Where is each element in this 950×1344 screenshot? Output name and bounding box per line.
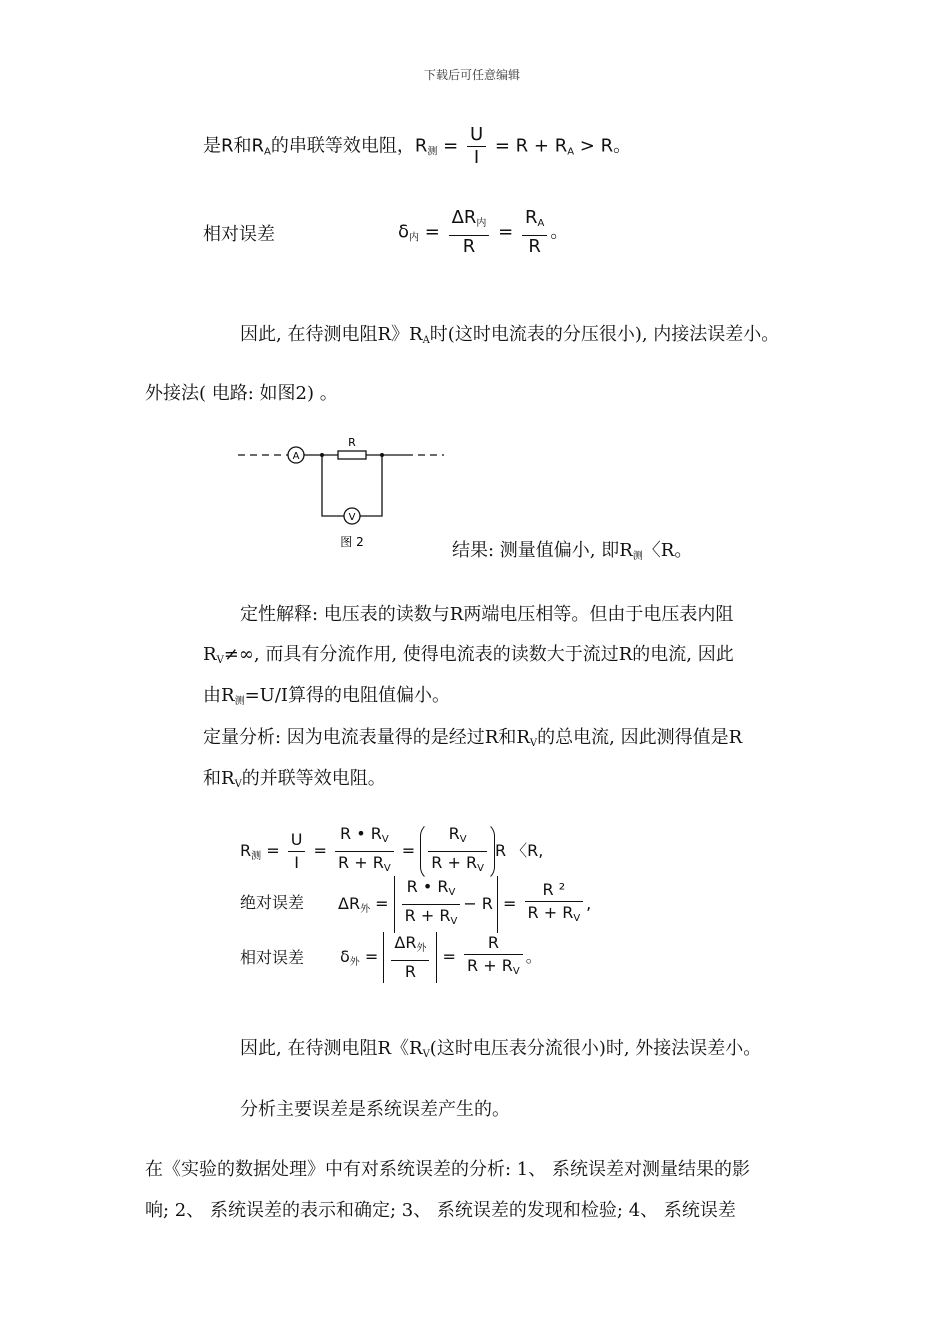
circuit-diagram (236, 430, 448, 558)
paragraph-text: 因此, 在待测电阻R《R (240, 1038, 423, 1059)
resistor-label: R (348, 436, 356, 449)
equals-sign: = (364, 947, 379, 966)
numerator (402, 876, 461, 905)
wire-branch-left (322, 455, 344, 516)
formula-relative-error-inner (398, 207, 568, 258)
subscript: 测 (234, 696, 245, 707)
formula-text: > R。 (579, 135, 632, 157)
parenthesis-group (420, 822, 495, 881)
formula-series-resistance (203, 124, 631, 169)
numerator (449, 207, 490, 236)
quantitative-line-2 (203, 764, 386, 790)
numerator (428, 823, 487, 852)
formula-text: R + R (527, 903, 574, 922)
subscript: V (381, 834, 389, 845)
formula-text: R 〈R, (494, 841, 544, 860)
formula-text: 是R和R (203, 135, 265, 157)
subscript: 测 (632, 551, 643, 562)
formula-text: δ (398, 221, 410, 243)
figure-caption: 图 2 (340, 535, 364, 549)
formula-absolute-error (338, 876, 591, 933)
equals-sign: = (266, 841, 280, 860)
qualitative-line-2 (203, 640, 734, 666)
paragraph-text: R (203, 644, 217, 665)
formula-text: ΔR (451, 207, 477, 228)
formula-text: − R (463, 894, 493, 913)
formula-text: R (524, 207, 538, 228)
absolute-error-label: 绝对误差 (240, 893, 305, 912)
subscript: A (422, 335, 430, 346)
relative-error-label-2: 相对误差 (240, 948, 305, 967)
paragraph-conclusion-outer (240, 1034, 761, 1060)
subscript: V (512, 966, 520, 977)
absolute-value-group (383, 932, 437, 983)
formula-text: , (586, 894, 592, 913)
denominator: I (294, 853, 299, 872)
fraction (428, 823, 487, 880)
denominator: R (528, 236, 541, 257)
fraction (525, 879, 584, 930)
denominator: I (473, 147, 480, 168)
subscript: A (567, 146, 575, 158)
fraction (391, 932, 429, 983)
formula-parallel-resistance (240, 822, 543, 881)
subscript: V (529, 738, 538, 749)
paragraph-external-method: 外接法( 电路: 如图2) 。 (145, 383, 338, 404)
denominator (402, 905, 461, 933)
subscript: V (216, 655, 224, 666)
fraction (464, 932, 523, 983)
fraction (402, 876, 461, 933)
formula-text: R (240, 841, 252, 860)
formula-text: δ (340, 947, 350, 966)
numerator (391, 932, 429, 961)
subscript: V (573, 913, 581, 924)
fraction (288, 829, 306, 874)
resistor-icon (338, 451, 366, 459)
numerator: R ² (525, 879, 584, 902)
subscript: V (477, 863, 484, 874)
qualitative-line-3 (203, 681, 450, 707)
fraction (335, 823, 394, 880)
relative-error-label-1: 相对误差 (203, 224, 275, 245)
denominator (525, 902, 584, 930)
numerator: U (288, 829, 306, 852)
paragraph-text: ≠∞, 而具有分流作用, 使得电流表的读数大于流过R的电流, 因此 (223, 644, 734, 665)
formula-text: R (448, 824, 460, 843)
subscript: V (459, 834, 467, 845)
numerator (522, 207, 547, 236)
subscript: 外 (360, 904, 371, 915)
voltmeter-label: V (348, 512, 356, 523)
equals-sign: = (503, 894, 517, 913)
fraction (449, 207, 490, 258)
paragraph-system-error: 分析主要误差是系统误差产生的。 (240, 1099, 510, 1120)
formula-text: R + R (338, 853, 384, 872)
fraction-u-over-i (467, 124, 486, 169)
subscript: 测 (427, 146, 438, 158)
paragraph-text: (这时电压表分流很小)时, 外接法误差小。 (429, 1038, 762, 1059)
formula-text: 。 (550, 221, 569, 243)
subscript: 外 (349, 957, 360, 968)
subscript: V (383, 863, 391, 874)
ammeter-label: A (292, 451, 300, 462)
page-header: 下载后可任意编辑 (424, 68, 521, 82)
paragraph-text: 由R (203, 685, 235, 706)
denominator: R (404, 962, 416, 981)
formula-text: 。 (525, 947, 542, 966)
denominator: R (462, 236, 476, 257)
paragraph-text: 和R (203, 768, 235, 789)
fraction (522, 207, 547, 258)
paragraph-text: 因此, 在待测电阻R》R (240, 324, 423, 345)
formula-text: R + R (404, 906, 451, 925)
subscript: A (264, 146, 271, 158)
wire-branch-right (360, 455, 382, 516)
equals-sign: = (401, 841, 416, 860)
paragraph-text: 定量分析: 因为电流表量得的是经过R和R (203, 727, 530, 748)
paragraph-analysis-line-1: 在《实验的数据处理》中有对系统误差的分析: 1、 系统误差对测量结果的影 (145, 1159, 750, 1180)
paragraph-text: 时(这时电流表的分压很小), 内接法误差小。 (429, 324, 780, 345)
paragraph-text: 的并联等效电阻。 (241, 768, 386, 789)
paragraph-analysis-line-2: 响; 2、 系统误差的表示和确定; 3、 系统误差的发现和检验; 4、 系统误差 (145, 1200, 736, 1221)
paragraph-text: =U/I算得的电阻值偏小。 (244, 685, 450, 706)
numerator: R (464, 932, 523, 955)
formula-text: 的串联等效电阻，R (270, 135, 428, 157)
quantitative-line-1 (203, 723, 742, 749)
paragraph-conclusion-inner (240, 320, 779, 346)
paragraph-text: 的总电流, 因此测得值是R (537, 727, 743, 748)
formula-text: R • R (406, 877, 449, 896)
equals-sign: = (375, 894, 389, 913)
formula-text: = R + R (494, 135, 568, 157)
formula-text: ΔR (338, 894, 361, 913)
equals-sign: = (424, 221, 440, 243)
subscript: 内 (409, 232, 420, 244)
subscript: A (537, 218, 545, 229)
formula-text: R + R (467, 956, 513, 975)
subscript: 测 (251, 851, 262, 862)
subscript: 外 (416, 943, 427, 954)
subscript: 内 (476, 218, 487, 229)
equals-sign: = (498, 221, 514, 243)
formula-text: ΔR (394, 933, 417, 952)
paragraph-text: 结果: 测量值偏小, 即R (452, 540, 633, 561)
formula-text: R + R (431, 853, 478, 872)
numerator: U (467, 124, 486, 147)
qualitative-line-1: 定性解释: 电压表的读数与R两端电压相等。但由于电压表内阻 (240, 604, 734, 625)
absolute-value-group (394, 876, 498, 933)
paragraph-text: 〈R。 (642, 540, 693, 561)
denominator (464, 955, 523, 983)
equals-sign: = (313, 841, 327, 860)
formula-text: R • R (340, 824, 382, 843)
equals-sign: = (443, 135, 459, 157)
result-text (452, 536, 692, 562)
subscript: V (448, 887, 456, 898)
formula-relative-error-outer (340, 932, 542, 983)
subscript: V (450, 916, 458, 927)
subscript: V (422, 1049, 430, 1060)
numerator (335, 823, 394, 852)
subscript: V (234, 779, 242, 790)
equals-sign: = (442, 947, 456, 966)
